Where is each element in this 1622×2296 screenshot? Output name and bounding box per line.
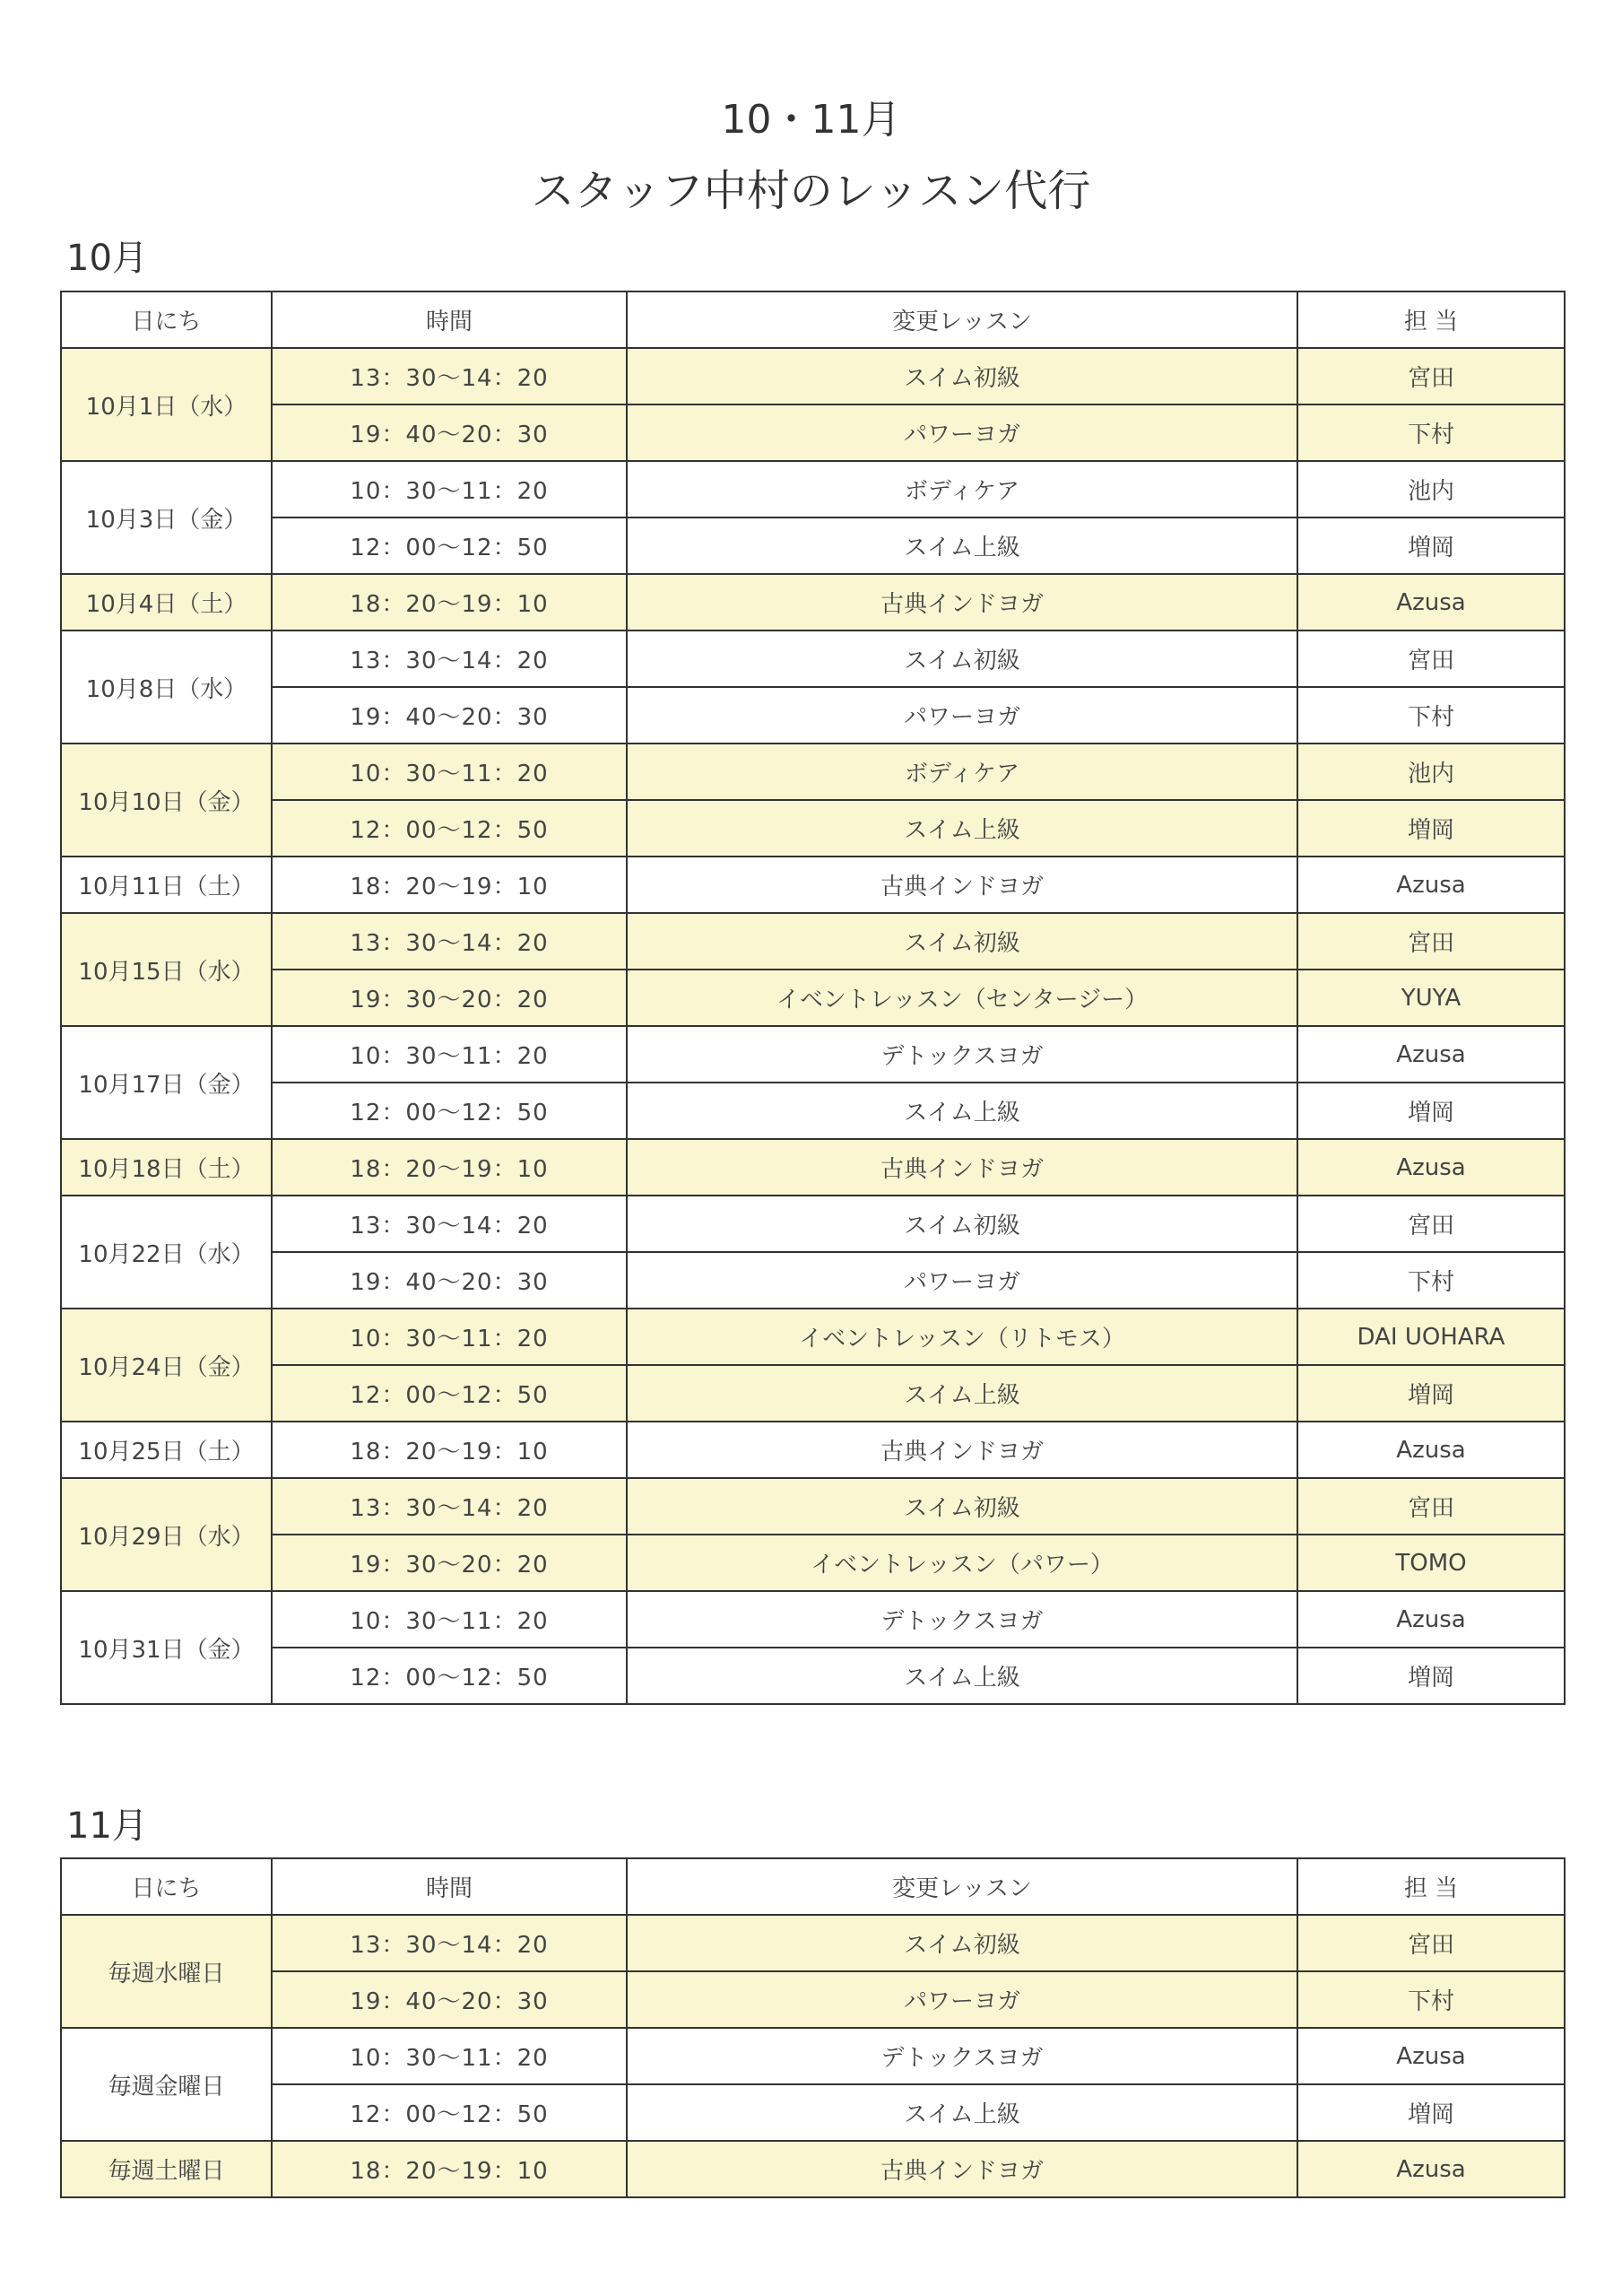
cell-lesson: パワーヨガ bbox=[627, 404, 1297, 461]
cell-date: 10月11日（土） bbox=[61, 857, 272, 913]
table-row bbox=[61, 1252, 1565, 1309]
cell-date: 10月25日（土） bbox=[61, 1422, 272, 1478]
table-header-row bbox=[61, 291, 1565, 348]
table-row bbox=[61, 2084, 1565, 2141]
cell-date: 10月22日（水） bbox=[61, 1196, 272, 1309]
cell-lesson: スイム上級 bbox=[627, 1083, 1297, 1139]
cell-staff: 下村 bbox=[1297, 404, 1565, 461]
cell-staff: 増岡 bbox=[1297, 1083, 1565, 1139]
cell-staff: 池内 bbox=[1297, 744, 1565, 800]
cell-staff: Azusa bbox=[1297, 2028, 1565, 2084]
cell-staff: 増岡 bbox=[1297, 2084, 1565, 2141]
cell-time: 19：40〜20：30 bbox=[272, 1252, 627, 1309]
cell-lesson: スイム初級 bbox=[627, 631, 1297, 687]
cell-time: 19：30〜20：20 bbox=[272, 970, 627, 1026]
header-staff: 担 当 bbox=[1297, 291, 1565, 348]
cell-date: 10月3日（金） bbox=[61, 461, 272, 574]
cell-time: 18：20〜19：10 bbox=[272, 1139, 627, 1196]
cell-time: 12：00〜12：50 bbox=[272, 517, 627, 574]
cell-staff: 増岡 bbox=[1297, 800, 1565, 857]
cell-lesson: パワーヨガ bbox=[627, 1971, 1297, 2028]
cell-date: 10月18日（土） bbox=[61, 1139, 272, 1196]
cell-staff: Azusa bbox=[1297, 2141, 1565, 2197]
cell-time: 19：40〜20：30 bbox=[272, 1971, 627, 2028]
table-row bbox=[61, 1196, 1565, 1252]
cell-time: 18：20〜19：10 bbox=[272, 2141, 627, 2197]
cell-lesson: イベントレッスン（リトモス） bbox=[627, 1309, 1297, 1365]
cell-staff: 池内 bbox=[1297, 461, 1565, 517]
cell-staff: 下村 bbox=[1297, 1252, 1565, 1309]
table-row bbox=[61, 800, 1565, 857]
cell-date: 毎週金曜日 bbox=[61, 2028, 272, 2141]
cell-lesson: 古典インドヨガ bbox=[627, 2141, 1297, 2197]
cell-lesson: ボディケア bbox=[627, 744, 1297, 800]
cell-staff: Azusa bbox=[1297, 1591, 1565, 1648]
cell-lesson: 古典インドヨガ bbox=[627, 1422, 1297, 1478]
cell-lesson: スイム上級 bbox=[627, 800, 1297, 857]
cell-staff: DAI UOHARA bbox=[1297, 1309, 1565, 1365]
table-row bbox=[61, 1139, 1565, 1196]
header-date: 日にち bbox=[61, 291, 272, 348]
cell-time: 19：40〜20：30 bbox=[272, 404, 627, 461]
cell-time: 19：40〜20：30 bbox=[272, 687, 627, 744]
header-date: 日にち bbox=[61, 1858, 272, 1915]
cell-staff: Azusa bbox=[1297, 1139, 1565, 1196]
table-row bbox=[61, 461, 1565, 517]
section-label-october: 10月 bbox=[66, 238, 148, 279]
cell-lesson: スイム上級 bbox=[627, 517, 1297, 574]
cell-staff: 宮田 bbox=[1297, 1196, 1565, 1252]
cell-time: 18：20〜19：10 bbox=[272, 574, 627, 631]
cell-lesson: スイム上級 bbox=[627, 1648, 1297, 1704]
table-row bbox=[61, 1478, 1565, 1535]
section-label-november: 11月 bbox=[66, 1805, 148, 1847]
cell-staff: Azusa bbox=[1297, 1026, 1565, 1083]
table-row bbox=[61, 348, 1565, 404]
cell-lesson: パワーヨガ bbox=[627, 687, 1297, 744]
cell-time: 18：20〜19：10 bbox=[272, 857, 627, 913]
table-row bbox=[61, 970, 1565, 1026]
cell-staff: 増岡 bbox=[1297, 1648, 1565, 1704]
cell-lesson: スイム初級 bbox=[627, 348, 1297, 404]
cell-lesson: スイム初級 bbox=[627, 1478, 1297, 1535]
cell-date: 毎週水曜日 bbox=[61, 1915, 272, 2028]
cell-lesson: パワーヨガ bbox=[627, 1252, 1297, 1309]
cell-lesson: デトックスヨガ bbox=[627, 2028, 1297, 2084]
cell-date: 10月4日（土） bbox=[61, 574, 272, 631]
page-title: スタッフ中村のレッスン代行 bbox=[531, 166, 1091, 216]
cell-date: 10月15日（水） bbox=[61, 913, 272, 1026]
table-row bbox=[61, 1971, 1565, 2028]
table-row bbox=[61, 1365, 1565, 1422]
cell-lesson: 古典インドヨガ bbox=[627, 1139, 1297, 1196]
table-row bbox=[61, 631, 1565, 687]
header-staff: 担 当 bbox=[1297, 1858, 1565, 1915]
table-row bbox=[61, 574, 1565, 631]
cell-lesson: イベントレッスン（パワー） bbox=[627, 1535, 1297, 1591]
cell-time: 13：30〜14：20 bbox=[272, 1915, 627, 1971]
cell-date: 10月29日（水） bbox=[61, 1478, 272, 1591]
header-time: 時間 bbox=[272, 291, 627, 348]
cell-time: 10：30〜11：20 bbox=[272, 461, 627, 517]
cell-time: 13：30〜14：20 bbox=[272, 348, 627, 404]
table-row bbox=[61, 744, 1565, 800]
cell-staff: Azusa bbox=[1297, 857, 1565, 913]
cell-date: 10月8日（水） bbox=[61, 631, 272, 744]
table-row bbox=[61, 2141, 1565, 2197]
cell-time: 12：00〜12：50 bbox=[272, 800, 627, 857]
cell-lesson: スイム上級 bbox=[627, 1365, 1297, 1422]
table-row bbox=[61, 1591, 1565, 1648]
cell-time: 12：00〜12：50 bbox=[272, 1365, 627, 1422]
november-schedule-table bbox=[60, 1857, 1566, 2198]
cell-time: 19：30〜20：20 bbox=[272, 1535, 627, 1591]
cell-lesson: デトックスヨガ bbox=[627, 1591, 1297, 1648]
cell-staff: 下村 bbox=[1297, 687, 1565, 744]
cell-lesson: スイム初級 bbox=[627, 1915, 1297, 1971]
cell-date: 10月17日（金） bbox=[61, 1026, 272, 1139]
cell-time: 13：30〜14：20 bbox=[272, 913, 627, 970]
cell-lesson: スイム上級 bbox=[627, 2084, 1297, 2141]
cell-time: 10：30〜11：20 bbox=[272, 1026, 627, 1083]
cell-time: 12：00〜12：50 bbox=[272, 1648, 627, 1704]
cell-time: 13：30〜14：20 bbox=[272, 631, 627, 687]
cell-time: 10：30〜11：20 bbox=[272, 744, 627, 800]
cell-date: 10月10日（金） bbox=[61, 744, 272, 857]
cell-time: 10：30〜11：20 bbox=[272, 1309, 627, 1365]
table-row bbox=[61, 1535, 1565, 1591]
cell-staff: 宮田 bbox=[1297, 348, 1565, 404]
cell-staff: 宮田 bbox=[1297, 1478, 1565, 1535]
cell-staff: 宮田 bbox=[1297, 1915, 1565, 1971]
november-table-body bbox=[61, 1915, 1565, 2197]
cell-date: 10月31日（金） bbox=[61, 1591, 272, 1704]
october-table-body bbox=[61, 348, 1565, 1704]
cell-staff: Azusa bbox=[1297, 574, 1565, 631]
table-row bbox=[61, 1422, 1565, 1478]
cell-staff: TOMO bbox=[1297, 1535, 1565, 1591]
table-row bbox=[61, 1648, 1565, 1704]
cell-staff: 増岡 bbox=[1297, 517, 1565, 574]
table-row bbox=[61, 1309, 1565, 1365]
page-title-period: 10・11月 bbox=[721, 97, 901, 143]
cell-time: 18：20〜19：10 bbox=[272, 1422, 627, 1478]
cell-lesson: 古典インドヨガ bbox=[627, 857, 1297, 913]
cell-staff: YUYA bbox=[1297, 970, 1565, 1026]
cell-staff: 増岡 bbox=[1297, 1365, 1565, 1422]
cell-lesson: 古典インドヨガ bbox=[627, 574, 1297, 631]
cell-date: 10月24日（金） bbox=[61, 1309, 272, 1422]
cell-time: 12：00〜12：50 bbox=[272, 2084, 627, 2141]
table-row bbox=[61, 687, 1565, 744]
cell-time: 10：30〜11：20 bbox=[272, 1591, 627, 1648]
cell-staff: Azusa bbox=[1297, 1422, 1565, 1478]
table-header-row bbox=[61, 1858, 1565, 1915]
table-row bbox=[61, 1083, 1565, 1139]
table-row bbox=[61, 404, 1565, 461]
header-lesson: 変更レッスン bbox=[627, 291, 1297, 348]
table-row bbox=[61, 517, 1565, 574]
cell-staff: 下村 bbox=[1297, 1971, 1565, 2028]
cell-date: 毎週土曜日 bbox=[61, 2141, 272, 2197]
october-schedule-table bbox=[60, 291, 1566, 1705]
cell-time: 13：30〜14：20 bbox=[272, 1478, 627, 1535]
table-row bbox=[61, 857, 1565, 913]
cell-time: 10：30〜11：20 bbox=[272, 2028, 627, 2084]
table-row bbox=[61, 2028, 1565, 2084]
cell-staff: 宮田 bbox=[1297, 631, 1565, 687]
cell-staff: 宮田 bbox=[1297, 913, 1565, 970]
cell-lesson: ボディケア bbox=[627, 461, 1297, 517]
cell-lesson: スイム初級 bbox=[627, 913, 1297, 970]
cell-time: 13：30〜14：20 bbox=[272, 1196, 627, 1252]
cell-lesson: スイム初級 bbox=[627, 1196, 1297, 1252]
cell-date: 10月1日（水） bbox=[61, 348, 272, 461]
cell-lesson: デトックスヨガ bbox=[627, 1026, 1297, 1083]
table-row bbox=[61, 913, 1565, 970]
table-row bbox=[61, 1026, 1565, 1083]
cell-lesson: イベントレッスン（センタージー） bbox=[627, 970, 1297, 1026]
table-row bbox=[61, 1915, 1565, 1971]
cell-time: 12：00〜12：50 bbox=[272, 1083, 627, 1139]
header-lesson: 変更レッスン bbox=[627, 1858, 1297, 1915]
header-time: 時間 bbox=[272, 1858, 627, 1915]
